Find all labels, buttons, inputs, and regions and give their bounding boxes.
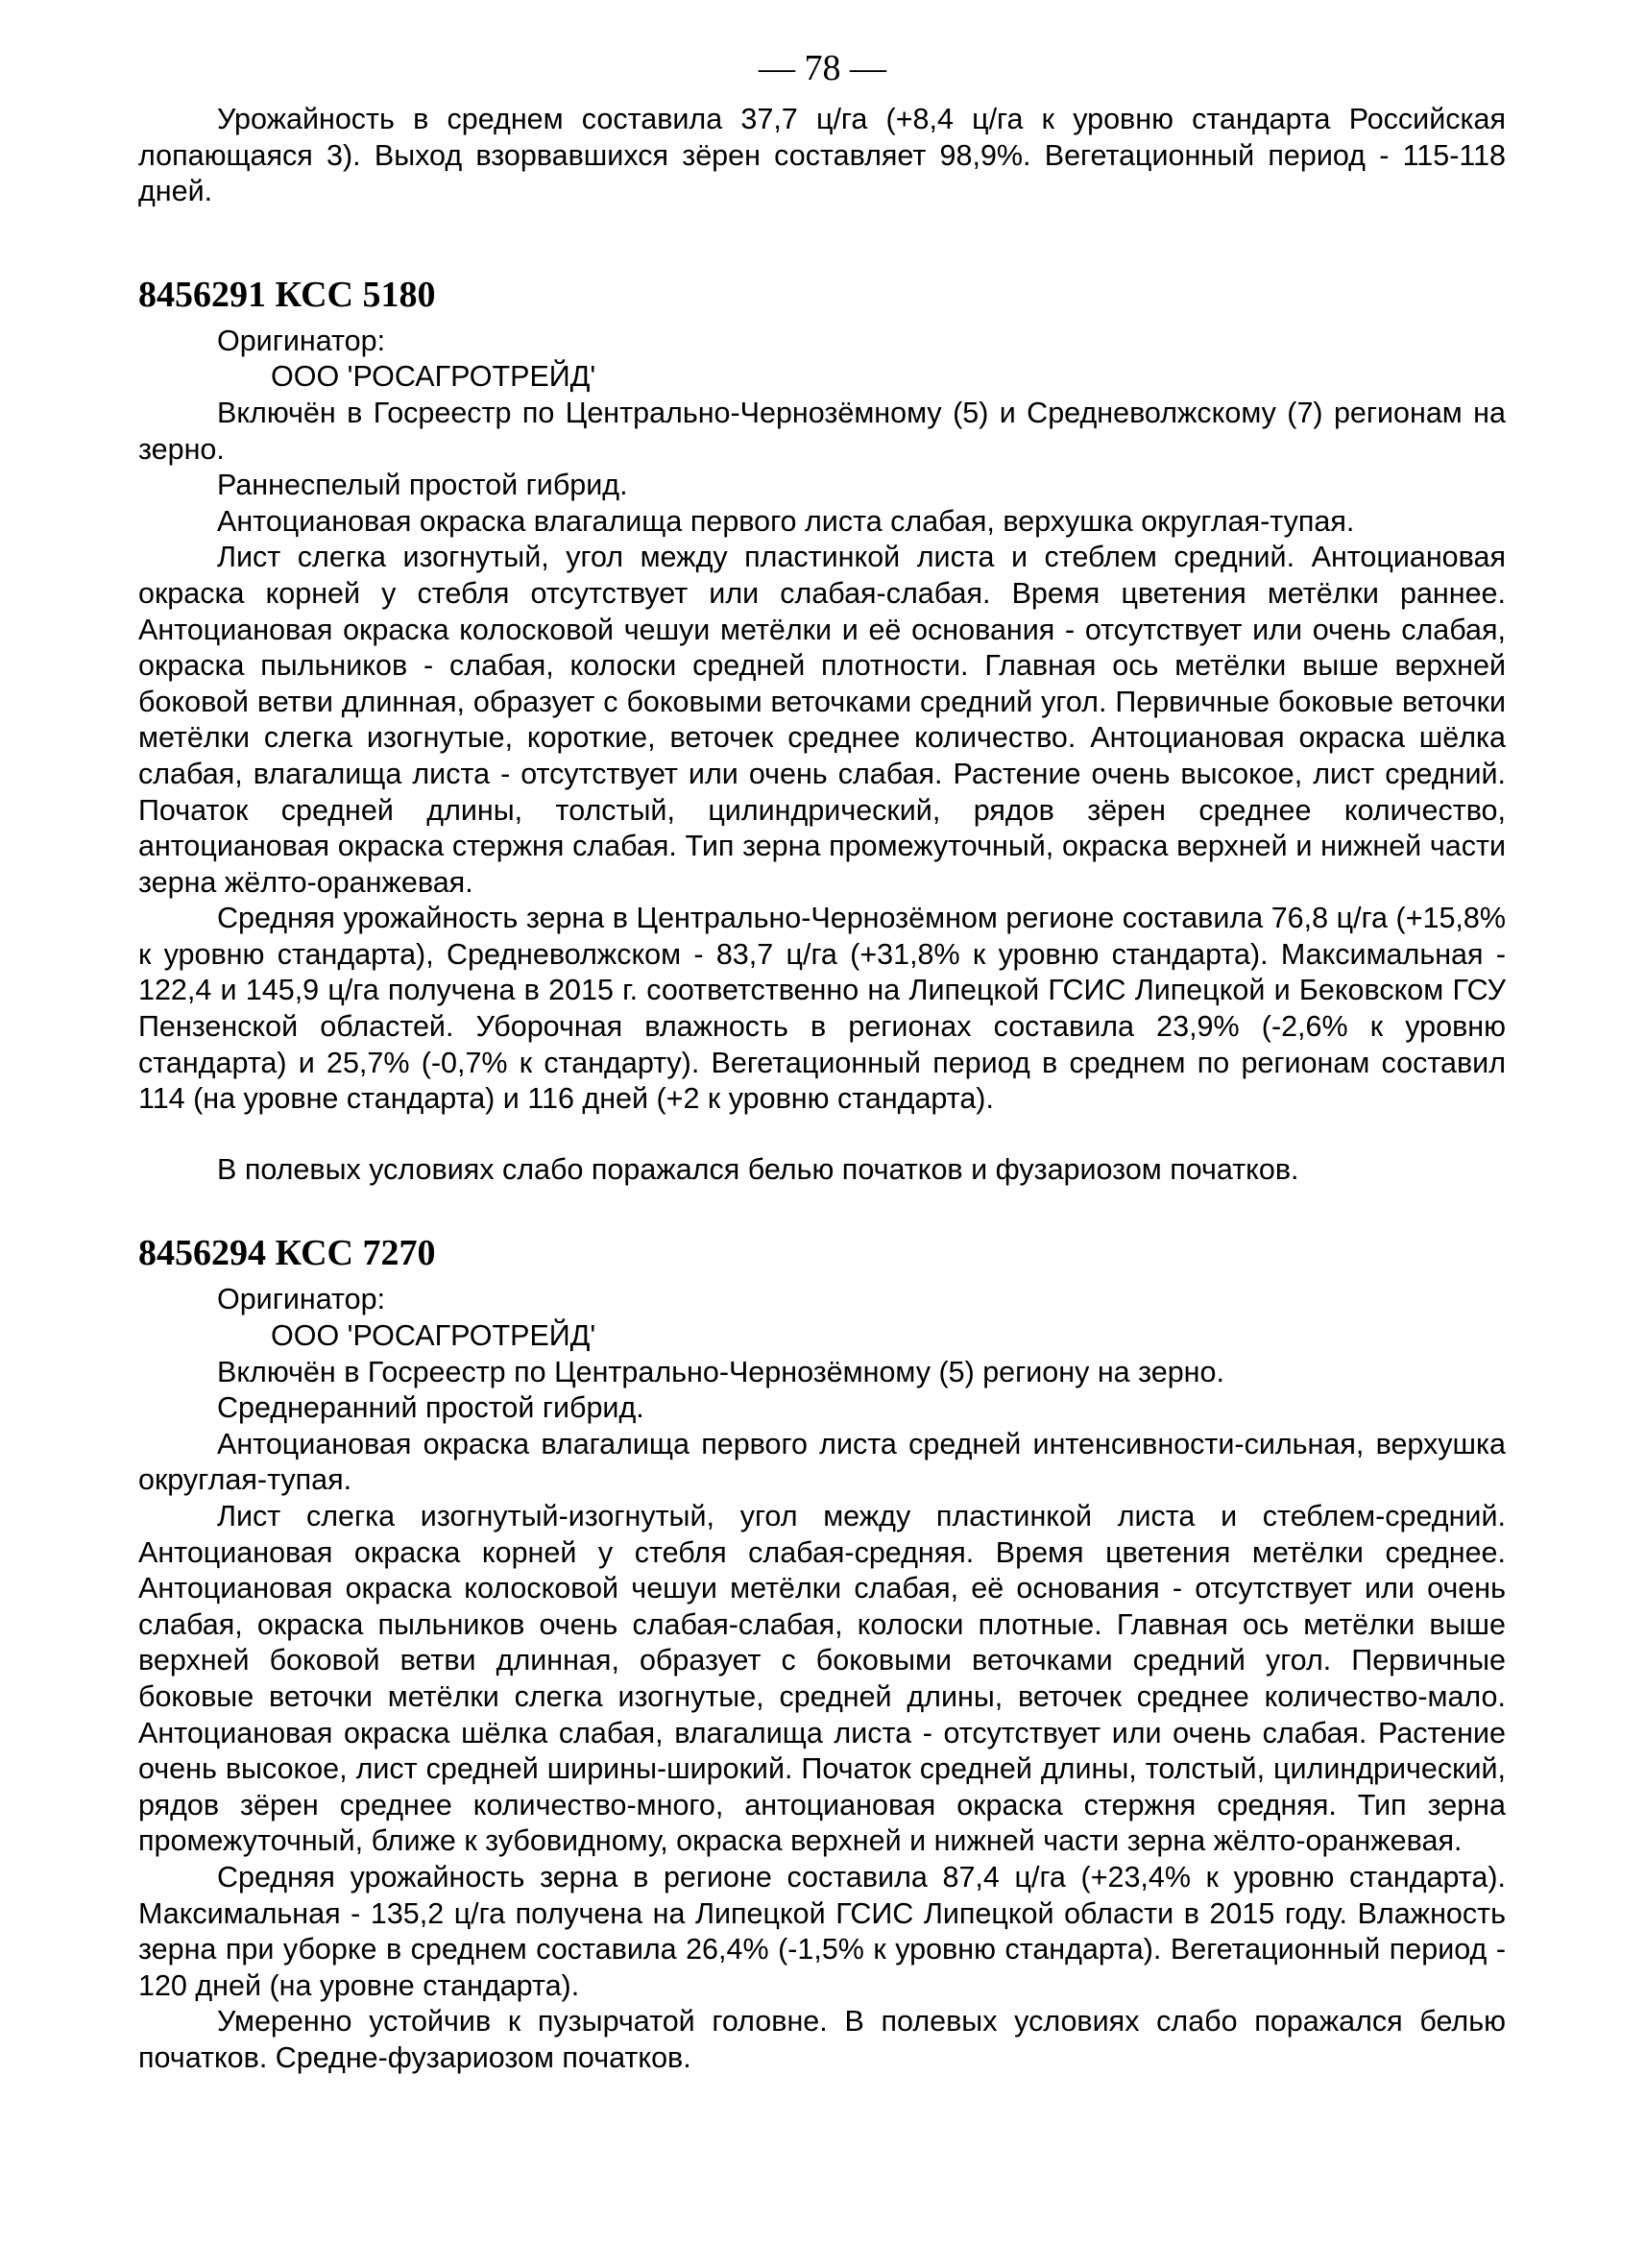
- originator-name: ООО 'РОСАГРОТРЕЙД': [271, 360, 596, 394]
- hybrid-type: Среднеранний простой гибрид.: [217, 1391, 644, 1425]
- registry-paragraph: Включён в Госреестр по Центрально-Чернозёмному (5) региону на зерно.: [217, 1355, 1224, 1388]
- originator-label: Оригинатор:: [217, 1283, 386, 1316]
- page-content: [138, 102, 1506, 2077]
- disease-paragraph: В полевых условиях слабо поражался белью початков и фузариозом початков.: [217, 1152, 1299, 1186]
- hybrid-type: Раннеспелый простой гибрид.: [217, 469, 628, 502]
- variety-entry-1: [138, 274, 1506, 1189]
- description-paragraph: Лист слегка изогнутый-изогнутый, угол между пластинкой листа и стеблем-средний. Антоциановая окраска корней у стебля слабая-средняя. Время цветения метёлки среднее. Антоциановая окраска колосковой чешуи метёлки слабая, её основания - отсутствует или очень слабая, окраска пыльников очень слабая-слабая, колоски плотные. Главная ось метёлки выше верхней боковой ветви длинная, образует с боковыми веточками средний угол. Первичные боковые веточки метёлки слегка изогнутые, средней длины, веточек среднее количество-мало. Антоциановая окраска шёлка слабая, влагалища листа - отсутствует или очень слабая. Растение очень высокое, лист средней ширины-широкий. Початок средней длины, толстый, цилиндрический, рядов зёрен среднее количество-много, антоциановая окраска стержня средняя. Тип зерна промежуточный, ближе к зубовидному, окраска верхней и нижней части зерна жёлто-оранжевая.: [138, 1500, 1506, 1858]
- entry-title: 8456294 КСС 7270: [138, 1233, 436, 1274]
- intro-paragraph: Урожайность в среднем составила 37,7 ц/га (+8,4 ц/га к уровню стандарта Российская лопающаяся 3). Выход взорвавшихся зёрен составляет 98,9%. Вегетационный период - 115-118 дней.: [138, 103, 1506, 208]
- page-number: — 78 —: [759, 48, 886, 88]
- registry-paragraph: Включён в Госреестр по Центрально-Чернозёмному (5) и Средневолжскому (7) регионам на зерно.: [138, 396, 1506, 466]
- disease-paragraph: Умеренно устойчив к пузырчатой головне. В полевых условиях слабо поражался белью початков. Средне-фузариозом початков.: [138, 2005, 1506, 2074]
- anthocyanin-paragraph: Антоциановая окраска влагалища первого листа средней интенсивности-сильная, верхушка округлая-тупая.: [138, 1427, 1506, 1497]
- anthocyanin-paragraph: Антоциановая окраска влагалища первого листа слабая, верхушка округлая-тупая.: [217, 504, 1355, 538]
- originator-label: Оригинатор:: [217, 324, 386, 357]
- yield-paragraph: Средняя урожайность зерна в регионе составила 87,4 ц/га (+23,4% к уровню стандарта). Максимальная - 135,2 ц/га получена на Липецкой ГСИС Липецкой области в 2015 году. Влажность зерна при уборке в среднем составила 26,4% (-1,5% к уровню стандарта). Вегетационный период - 120 дней (на уровне стандарта).: [138, 1860, 1506, 2002]
- description-paragraph: Лист слегка изогнутый, угол между пластинкой листа и стеблем средний. Антоциановая окраска корней у стебля отсутствует или слабая-слабая. Время цветения метёлки раннее. Антоциановая окраска колосковой чешуи метёлки и её основания - отсутствует или очень слабая, окраска пыльников - слабая, колоски средней плотности. Главная ось метёлки выше верхней боковой ветви длинная, образует с боковыми веточками средний угол. Первичные боковые веточки метёлки слегка изогнутые, короткие, веточек среднее количество. Антоциановая окраска шёлка слабая, влагалища листа - отсутствует или очень слабая. Растение очень высокое, лист средний. Початок средней длины, толстый, цилиндрический, рядов зёрен среднее количество, антоциановая окраска стержня слабая. Тип зерна промежуточный, окраска верхней и нижней части зерна жёлто-оранжевая.: [138, 541, 1506, 899]
- variety-entry-2: [138, 1232, 1506, 2076]
- entry-title: 8456291 КСС 5180: [138, 274, 436, 315]
- originator-name: ООО 'РОСАГРОТРЕЙД': [271, 1319, 596, 1353]
- yield-paragraph: Средняя урожайность зерна в Центрально-Чернозёмном регионе составила 76,8 ц/га (+15,8% к уровню стандарта), Средневолжском - 83,7 ц/га (+31,8% к уровню стандарта). Максимальная - 122,4 и 145,9 ц/га получена в 2015 г. соответственно на Липецкой ГСИС Липецкой и Бековском ГСУ Пензенской областей. Уборочная влажность в регионах составила 23,9% (-2,6% к уровню стандарта) и 25,7% (-0,7% к стандарту). Вегетационный период в среднем по регионам составил 114 (на уровне стандарта) и 116 дней (+2 к уровню стандарта).: [138, 902, 1506, 1116]
